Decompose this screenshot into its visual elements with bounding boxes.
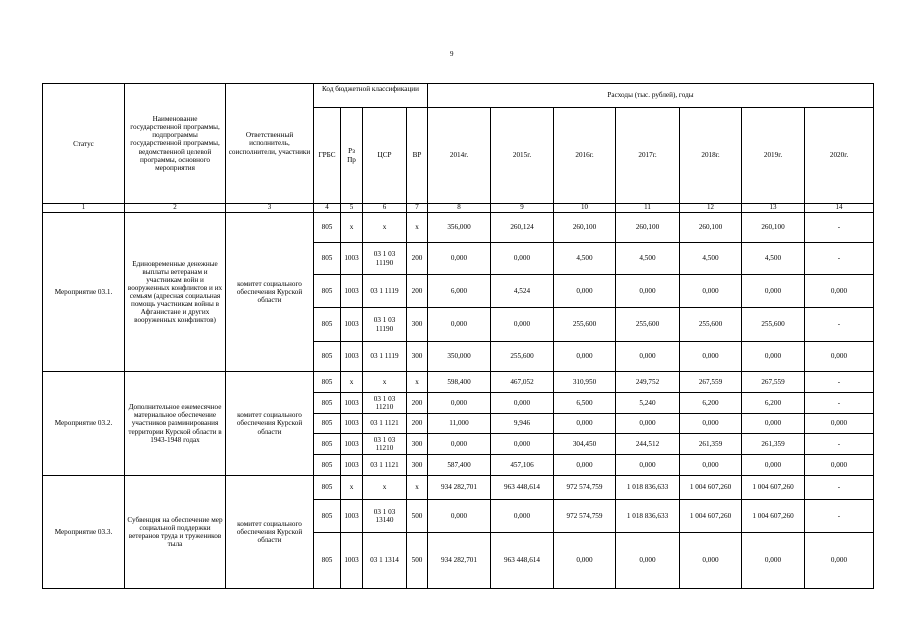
header-rzpr: Рз Пр (341, 108, 363, 204)
column-number: 9 (491, 204, 554, 213)
grbs-cell: 805 (314, 533, 341, 589)
amount-cell: 249,752 (616, 372, 680, 393)
amount-cell: 260,124 (491, 213, 554, 243)
amount-cell: 356,000 (428, 213, 491, 243)
vr-cell: 500 (407, 500, 428, 533)
amount-cell: 1 004 607,260 (742, 500, 805, 533)
vr-cell: 200 (407, 275, 428, 308)
amount-cell: 0,000 (491, 500, 554, 533)
header-year: 2016г. (554, 108, 616, 204)
amount-cell: 6,500 (554, 393, 616, 414)
amount-cell: 0,000 (680, 455, 742, 476)
header-status: Статус (43, 84, 125, 204)
group-responsible: комитет социального обеспечения Курской области (226, 372, 314, 476)
group-responsible: комитет социального обеспечения Курской области (226, 213, 314, 372)
column-number: 8 (428, 204, 491, 213)
amount-cell: 0,000 (616, 455, 680, 476)
amount-cell: 0,000 (805, 533, 874, 589)
group-name: Субвенция на обеспечение мер социальной поддержки ветеранов труда и тружеников тыла (125, 476, 226, 589)
amount-cell: 587,400 (428, 455, 491, 476)
grbs-cell: 805 (314, 342, 341, 372)
amount-cell: 6,200 (680, 393, 742, 414)
vr-cell: 200 (407, 393, 428, 414)
csr-cell: 03 1 1121 (363, 455, 407, 476)
table-row (43, 476, 874, 500)
column-number: 5 (341, 204, 363, 213)
amount-cell: - (805, 476, 874, 500)
header-year: 2015г. (491, 108, 554, 204)
column-number: 2 (125, 204, 226, 213)
grbs-cell: 805 (314, 500, 341, 533)
grbs-cell: 805 (314, 455, 341, 476)
amount-cell: 0,000 (742, 533, 805, 589)
column-number: 14 (805, 204, 874, 213)
grbs-cell: 805 (314, 213, 341, 243)
csr-cell: 03 1 03 11190 (363, 243, 407, 275)
csr-cell: 03 1 03 11210 (363, 434, 407, 455)
amount-cell: 0,000 (491, 308, 554, 342)
amount-cell: 310,950 (554, 372, 616, 393)
group-status: Мероприятие 03.1. (43, 213, 125, 372)
column-number: 4 (314, 204, 341, 213)
amount-cell: 0,000 (616, 414, 680, 434)
grbs-cell: 805 (314, 308, 341, 342)
header-budget-code: Код бюджетной классификации (314, 84, 428, 108)
amount-cell: 0,000 (554, 275, 616, 308)
vr-cell: 200 (407, 243, 428, 275)
amount-cell: 4,500 (616, 243, 680, 275)
amount-cell: 0,000 (491, 393, 554, 414)
amount-cell: 598,400 (428, 372, 491, 393)
amount-cell: 255,600 (680, 308, 742, 342)
header-year: 2018г. (680, 108, 742, 204)
header-csr: ЦСР (363, 108, 407, 204)
amount-cell: 260,100 (680, 213, 742, 243)
column-number: 13 (742, 204, 805, 213)
amount-cell: 261,359 (742, 434, 805, 455)
amount-cell: 260,100 (742, 213, 805, 243)
amount-cell: 457,106 (491, 455, 554, 476)
amount-cell: 4,524 (491, 275, 554, 308)
column-number: 6 (363, 204, 407, 213)
amount-cell: 0,000 (680, 533, 742, 589)
amount-cell: 4,500 (742, 243, 805, 275)
amount-cell: 0,000 (554, 342, 616, 372)
amount-cell: 0,000 (428, 500, 491, 533)
amount-cell: 0,000 (805, 275, 874, 308)
vr-cell: x (407, 476, 428, 500)
amount-cell: 0,000 (805, 414, 874, 434)
page-number: 9 (450, 50, 454, 58)
amount-cell: 972 574,759 (554, 500, 616, 533)
rzpr-cell: x (341, 213, 363, 243)
column-number: 12 (680, 204, 742, 213)
vr-cell: 500 (407, 533, 428, 589)
amount-cell: 260,100 (616, 213, 680, 243)
vr-cell: x (407, 213, 428, 243)
amount-cell: 0,000 (616, 533, 680, 589)
header-expenses: Расходы (тыс. рублей), годы (428, 84, 874, 108)
group-responsible: комитет социального обеспечения Курской области (226, 476, 314, 589)
group-name: Единовременные денежные выплаты ветеранам и участникам войн и вооруженных конфликтов и их семьям (адресная социальная помощь участникам войны в Афганистане и других вооруженных конфликтов) (125, 213, 226, 372)
amount-cell: 1 004 607,260 (680, 500, 742, 533)
column-number: 7 (407, 204, 428, 213)
vr-cell: 300 (407, 308, 428, 342)
amount-cell: 0,000 (616, 342, 680, 372)
header-vr: ВР (407, 108, 428, 204)
header-year: 2014г. (428, 108, 491, 204)
amount-cell: 0,000 (616, 275, 680, 308)
amount-cell: 6,000 (428, 275, 491, 308)
csr-cell: 03 1 1119 (363, 275, 407, 308)
csr-cell: x (363, 476, 407, 500)
amount-cell: 267,559 (742, 372, 805, 393)
amount-cell: - (805, 243, 874, 275)
group-status: Мероприятие 03.2. (43, 372, 125, 476)
group-status: Мероприятие 03.3. (43, 476, 125, 589)
amount-cell: 0,000 (554, 533, 616, 589)
amount-cell: 267,559 (680, 372, 742, 393)
vr-cell: 300 (407, 455, 428, 476)
amount-cell: - (805, 434, 874, 455)
column-number: 1 (43, 204, 125, 213)
rzpr-cell: 1003 (341, 393, 363, 414)
vr-cell: 200 (407, 414, 428, 434)
amount-cell: - (805, 500, 874, 533)
csr-cell: x (363, 213, 407, 243)
column-number: 3 (226, 204, 314, 213)
amount-cell: 467,052 (491, 372, 554, 393)
csr-cell: 03 1 03 13140 (363, 500, 407, 533)
amount-cell: 972 574,759 (554, 476, 616, 500)
amount-cell: 255,600 (742, 308, 805, 342)
column-number: 11 (616, 204, 680, 213)
amount-cell: 0,000 (805, 342, 874, 372)
amount-cell: 0,000 (680, 342, 742, 372)
grbs-cell: 805 (314, 434, 341, 455)
header-year: 2020г. (805, 108, 874, 204)
amount-cell: 0,000 (491, 243, 554, 275)
amount-cell: - (805, 372, 874, 393)
rzpr-cell: x (341, 476, 363, 500)
table-row (43, 213, 874, 243)
vr-cell: 300 (407, 434, 428, 455)
amount-cell: 0,000 (428, 243, 491, 275)
amount-cell: 0,000 (428, 308, 491, 342)
table-body (43, 84, 874, 589)
rzpr-cell: 1003 (341, 275, 363, 308)
column-number: 10 (554, 204, 616, 213)
grbs-cell: 805 (314, 275, 341, 308)
amount-cell: 0,000 (742, 275, 805, 308)
header-grbs: ГРБС (314, 108, 341, 204)
amount-cell: 6,200 (742, 393, 805, 414)
header-responsible: Ответственный исполнитель, соисполнители, участники (226, 84, 314, 204)
amount-cell: - (805, 393, 874, 414)
grbs-cell: 805 (314, 393, 341, 414)
amount-cell: 350,000 (428, 342, 491, 372)
amount-cell: - (805, 213, 874, 243)
csr-cell: 03 1 1119 (363, 342, 407, 372)
amount-cell: 304,450 (554, 434, 616, 455)
amount-cell: 255,600 (554, 308, 616, 342)
amount-cell: 255,600 (491, 342, 554, 372)
rzpr-cell: 1003 (341, 243, 363, 275)
rzpr-cell: 1003 (341, 308, 363, 342)
amount-cell: 1 004 607,260 (742, 476, 805, 500)
amount-cell: 0,000 (680, 414, 742, 434)
amount-cell: 0,000 (680, 275, 742, 308)
amount-cell: 9,946 (491, 414, 554, 434)
amount-cell: 260,100 (554, 213, 616, 243)
group-name: Дополнительное ежемесячное материальное обеспечение участников разминирования территории Курской области в 1943-1948 годах (125, 372, 226, 476)
amount-cell: 0,000 (554, 414, 616, 434)
rzpr-cell: 1003 (341, 455, 363, 476)
amount-cell: 0,000 (742, 455, 805, 476)
rzpr-cell: 1003 (341, 500, 363, 533)
amount-cell: 0,000 (428, 434, 491, 455)
amount-cell: 0,000 (742, 414, 805, 434)
amount-cell: - (805, 308, 874, 342)
amount-cell: 1 018 836,633 (616, 500, 680, 533)
table-row (43, 84, 874, 108)
table-row (43, 204, 874, 213)
amount-cell: 0,000 (554, 455, 616, 476)
rzpr-cell: 1003 (341, 533, 363, 589)
amount-cell: 0,000 (805, 455, 874, 476)
amount-cell: 0,000 (491, 434, 554, 455)
vr-cell: 300 (407, 342, 428, 372)
amount-cell: 4,500 (680, 243, 742, 275)
rzpr-cell: 1003 (341, 434, 363, 455)
amount-cell: 1 018 836,633 (616, 476, 680, 500)
grbs-cell: 805 (314, 476, 341, 500)
amount-cell: 934 282,701 (428, 533, 491, 589)
header-year: 2019г. (742, 108, 805, 204)
rzpr-cell: 1003 (341, 414, 363, 434)
header-name: Наименование государственной программы, подпрограммы государственной программы, ведомственной целевой программы, основного мероприятия (125, 84, 226, 204)
amount-cell: 1 004 607,260 (680, 476, 742, 500)
grbs-cell: 805 (314, 243, 341, 275)
amount-cell: 934 282,701 (428, 476, 491, 500)
amount-cell: 244,512 (616, 434, 680, 455)
rzpr-cell: x (341, 372, 363, 393)
csr-cell: 03 1 03 11210 (363, 393, 407, 414)
csr-cell: 03 1 1121 (363, 414, 407, 434)
amount-cell: 0,000 (742, 342, 805, 372)
amount-cell: 963 448,614 (491, 533, 554, 589)
rzpr-cell: 1003 (341, 342, 363, 372)
csr-cell: 03 1 1314 (363, 533, 407, 589)
table-row (43, 372, 874, 393)
budget-table (42, 83, 874, 589)
amount-cell: 11,000 (428, 414, 491, 434)
grbs-cell: 805 (314, 372, 341, 393)
amount-cell: 0,000 (428, 393, 491, 414)
csr-cell: x (363, 372, 407, 393)
amount-cell: 255,600 (616, 308, 680, 342)
amount-cell: 4,500 (554, 243, 616, 275)
amount-cell: 261,359 (680, 434, 742, 455)
csr-cell: 03 1 03 11190 (363, 308, 407, 342)
grbs-cell: 805 (314, 414, 341, 434)
header-year: 2017г. (616, 108, 680, 204)
amount-cell: 963 448,614 (491, 476, 554, 500)
amount-cell: 5,240 (616, 393, 680, 414)
vr-cell: x (407, 372, 428, 393)
